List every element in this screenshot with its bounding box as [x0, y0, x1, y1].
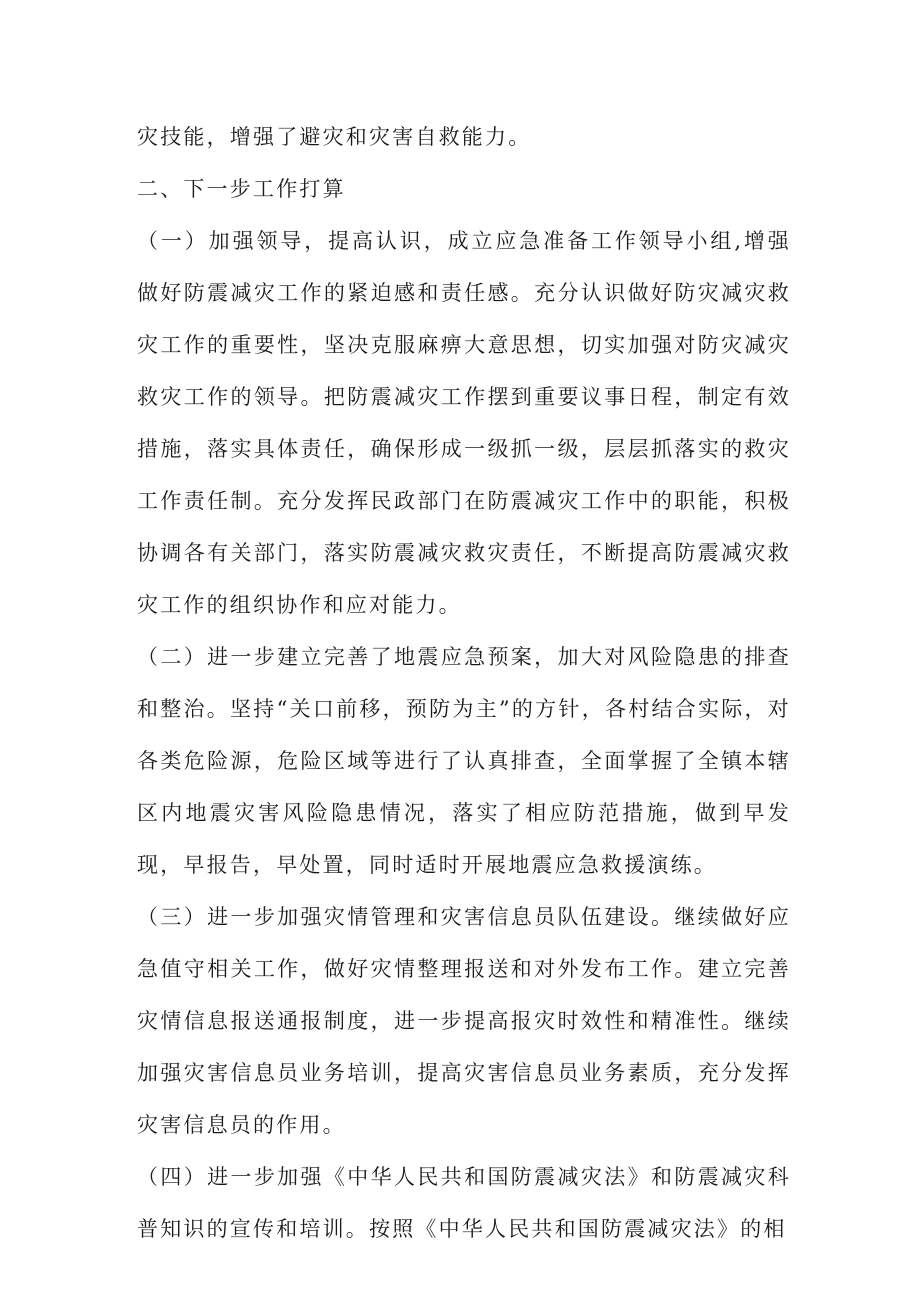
paragraph-emergency-plan: （二）进一步建立完善了地震应急预案，加大对风险隐患的排查和整治。坚持“关口前移，预防为主”的方针，各村结合实际，对各类危险源，危险区域等进行了认真排查，全面掌握了全镇本辖区内地震灾害风险隐患情况，落实了相应防范措施，做到早发现，早报告，早处置，同时适时开展地震应急救援演练。	[137, 645, 791, 877]
paragraph-law-publicity: （四）进一步加强《中华人民共和国防震减灾法》和防震减灾科普知识的宣传和培训。按照《中华人民共和国防震减灾法》的相	[137, 1165, 791, 1241]
document-body	[137, 111, 791, 1255]
paragraph-disaster-info: （三）进一步加强灾情管理和灾害信息员队伍建设。继续做好应急值守相关工作，做好灾情整理报送和对外发布工作。建立完善灾情信息报送通报制度，进一步提高报灾时效性和精准性。继续加强灾害信息员业务培训，提高灾害信息员业务素质，充分发挥灾害信息员的作用。	[137, 905, 791, 1137]
paragraph-leadership: （一）加强领导，提高认识，成立应急准备工作领导小组,增强做好防震减灾工作的紧迫感和责任感。充分认识做好防灾减灾救灾工作的重要性，坚决克服麻痹大意思想，切实加强对防灾减灾救灾工作的领导。把防震减灾工作摆到重要议事日程，制定有效措施，落实具体责任，确保形成一级抓一级，层层抓落实的救灾工作责任制。充分发挥民政部门在防震减灾工作中的职能，积极协调各有关部门，落实防震减灾救灾责任，不断提高防震减灾救灾工作的组织协作和应对能力。	[137, 229, 791, 617]
section-heading: 二、下一步工作打算	[137, 177, 346, 201]
paragraph-continuation: 灾技能，增强了避灾和灾害自救能力。	[137, 125, 532, 149]
